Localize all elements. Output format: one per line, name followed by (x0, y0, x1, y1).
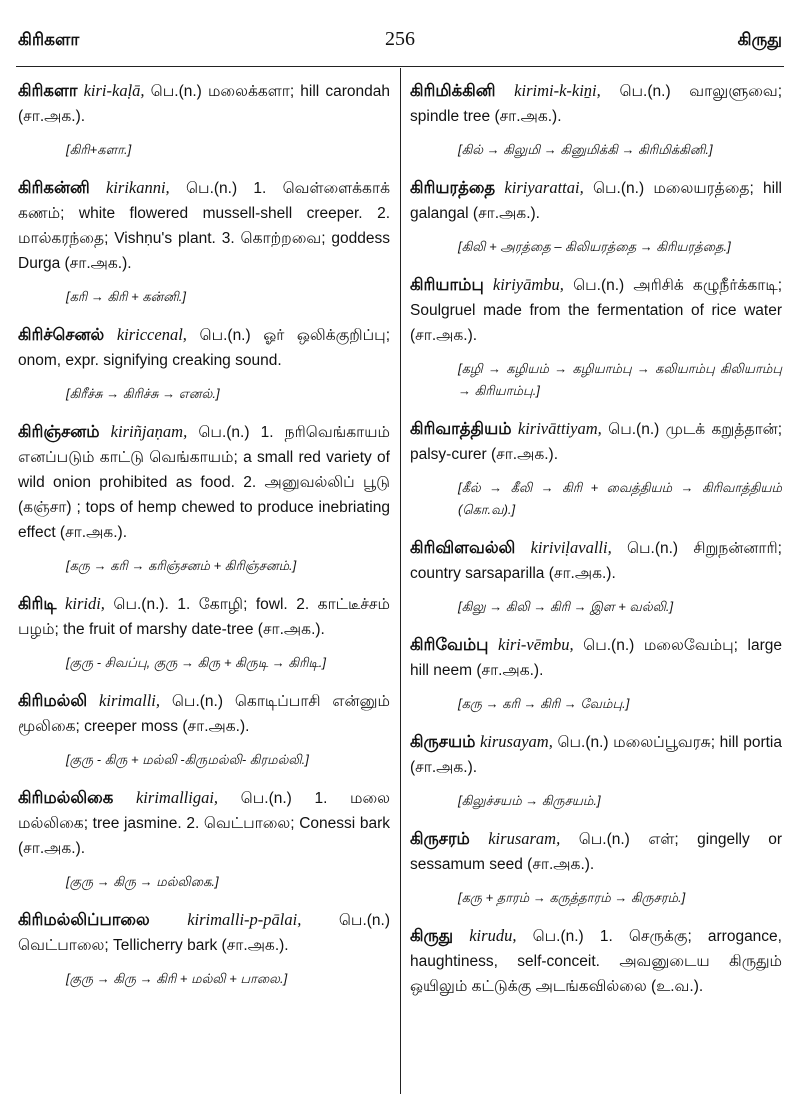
definition: பெ.(n.). 1. கோழி; fowl. 2. காட்டீச்சம் பழம்; the fruit of marshy date-tree (சா.அக.). (18, 596, 390, 638)
definition: பெ.(n.) மலைப்பூவரசு; hill portia (சா.அக.). (410, 734, 782, 776)
etymology: [குரு → கிரு → மல்லிகை.] (66, 874, 219, 889)
etymology: [கிரீச்சு → கிரிச்சு → எனல்.] (66, 386, 220, 401)
etymology: [கரி → கிரி + கன்னி.] (66, 289, 187, 304)
transliteration: kiriñjaṇam, (110, 422, 188, 441)
transliteration: kirikanni, (105, 178, 170, 197)
headword: கிரியாம்பு (410, 276, 484, 294)
dictionary-entry (18, 591, 390, 674)
etymology: [கரு → கரி → கிரி → வேம்பு.] (458, 696, 630, 711)
headword: கிருசரம் (410, 830, 470, 848)
etymology: [கிலுச்சயம் → கிருசயம்.] (458, 793, 601, 808)
headword: கிருது (410, 927, 454, 945)
dictionary-entry (18, 322, 390, 405)
transliteration: kirimalligai, (135, 788, 219, 807)
transliteration: kiridi, (65, 594, 105, 613)
transliteration: kiriyāmbu, (492, 275, 564, 294)
dictionary-entry (18, 907, 390, 990)
running-head-left: கிரிகளா (18, 30, 80, 49)
headword: கிரிஞ்சனம் (18, 423, 100, 441)
dictionary-entry (18, 175, 390, 308)
headword: கிரிகன்னி (18, 179, 90, 197)
headword: கிரிவேம்பு (410, 636, 489, 654)
transliteration: kiriyarattai, (504, 178, 584, 197)
etymology: [கரு → கரி → கரிஞ்சனம் + கிரிஞ்சனம்.] (66, 558, 297, 573)
definition: பெ.(n.) சிறுநன்னாரி; country sarsaparilla (சா.அக.). (410, 540, 782, 582)
dictionary-entry (410, 729, 782, 812)
transliteration: kiriccenal, (116, 325, 187, 344)
headword: கிரிவிளவல்லி (410, 539, 516, 557)
headword: கிரிமல்லி (18, 692, 88, 710)
dictionary-entry (410, 175, 782, 258)
definition: பெ.(n.) கொடிப்பாசி என்னும் மூலிகை; creeper moss (சா.அக.). (18, 693, 390, 735)
dictionary-entry (410, 416, 782, 521)
dictionary-entry (18, 78, 390, 161)
headword: கிரிகளா (18, 82, 78, 100)
definition: பெ.(n.) மலைவேம்பு; large hill neem (சா.அக.). (410, 637, 782, 679)
dictionary-entry (410, 632, 782, 715)
etymology: [கில் → கிலுமி → கினுமிக்கி → கிரிமிக்கினி.] (458, 142, 713, 157)
etymology: [கழி → கழியம் → கழியாம்பு → கலியாம்பு கிலியாம்பு → கிரியாம்பு.] (458, 361, 782, 398)
definition: பெ.(n.) மலையரத்தை; hill galangal (சா.அக.). (410, 180, 782, 222)
transliteration: kiriviḷavalli, (530, 538, 612, 557)
page-header (18, 30, 782, 60)
headword: கிருசயம் (410, 733, 476, 751)
definition: பெ.(n.) ஓர் ஒலிக்குறிப்பு; onom, expr. signifying creaking sound. (18, 327, 391, 369)
etymology: [குரு - சிவப்பு, குரு → கிரு + கிருடி → கிரிடி.] (66, 655, 326, 670)
transliteration: kiri-vēmbu, (498, 635, 574, 654)
definition: பெ.(n.) 1. வெள்ளைக்காக் கணம்; white flowered mussell-shell creeper. 2. மால்கரந்தை; Vishṇu's plant. 3. கொற்றவை; goddess Durga (சா.அக.). (18, 180, 390, 272)
transliteration: kiri-kaḷā, (83, 81, 145, 100)
transliteration: kirivāttiyam, (517, 419, 602, 438)
transliteration: kirusaram, (488, 829, 561, 848)
left-column (18, 78, 390, 1004)
headword: கிரிமல்லிப்பாலை (18, 911, 150, 929)
dictionary-entry (410, 535, 782, 618)
transliteration: kirimi-k-kiṉi, (514, 81, 601, 100)
headword: கிரிடி (18, 595, 57, 613)
header-rule (16, 66, 784, 67)
definition: பெ.(n.) 1. மலை மல்லிகை; tree jasmine. 2. வெட்பாலை; Conessi bark (சா.அக.). (18, 790, 391, 857)
dictionary-entry (410, 923, 782, 999)
dictionary-entry (18, 419, 390, 577)
definition: பெ.(n.) 1. செருக்கு; arrogance, haughtiness, self-conceit. அவனுடைய கிருதும் ஒயிலும் கட்டுக்கு அடங்கவில்லை (உ.வ.). (410, 928, 782, 995)
dictionary-entry (410, 826, 782, 909)
transliteration: kirusayam, (479, 732, 553, 751)
right-column (410, 78, 782, 1011)
dictionary-entry (18, 785, 390, 893)
definition: பெ.(n.) மலைக்களா; hill carondah (சா.அக.). (18, 83, 390, 125)
dictionary-entry (410, 272, 782, 402)
dictionary-entry (410, 78, 782, 161)
definition: பெ.(n.) வாலுளுவை; spindle tree (சா.அக.). (410, 83, 783, 125)
headword: கிரிவாத்தியம் (410, 420, 512, 438)
running-head-right: கிருது (737, 30, 782, 49)
definition: பெ.(n.) வெட்பாலை; Tellicherry bark (சா.அக.). (18, 912, 391, 954)
transliteration: kirimalli-p-pālai, (187, 910, 302, 929)
headword: கிரிமிக்கினி (410, 82, 496, 100)
definition: பெ.(n.) 1. நரிவெங்காயம் எனப்படும் காட்டு வெங்காயம்; a small red variety of wild onion prohibited as food. 2. அனுவல்லிப் பூடு (கஞ்சா) ; tops of hemp chewed to produce inebriating effect (சா.அக.). (18, 424, 391, 541)
etymology: [குரு - கிரு + மல்லி -கிருமல்லி- கிரமல்லி.] (66, 752, 309, 767)
definition: பெ.(n.) முடக் கறுத்தான்; palsy-curer (சா.அக.). (410, 421, 783, 463)
transliteration: kirimalli, (99, 691, 160, 710)
headword: கிரியரத்தை (410, 179, 496, 197)
page-number: 256 (385, 28, 415, 50)
definition: பெ.(n.) அரிசிக் கழுநீர்க்காடி; Soulgruel made from the fermentation of rice water (சா.அக.). (410, 277, 783, 344)
etymology: [கிரி+களா.] (66, 142, 132, 157)
etymology: [கிலி + அரத்தை – கிலியரத்தை → கிரியரத்தை.] (458, 239, 731, 254)
dictionary-entry (18, 688, 390, 771)
etymology: [கிலு → கிலி → கிரி → இள + வல்லி.] (458, 599, 674, 614)
definition: பெ.(n.) எள்; gingelly or sessamum seed (சா.அக.). (410, 831, 782, 873)
column-divider (400, 68, 401, 1094)
etymology: [கரு + தாரம் → கருத்தாரம் → கிருசரம்.] (458, 890, 686, 905)
etymology: [கீல் → கீலி → கிரி + வைத்தியம் → கிரிவாத்தியம் (கொ.வ).] (458, 480, 782, 517)
transliteration: kirudu, (469, 926, 517, 945)
headword: கிரிமல்லிகை (18, 789, 114, 807)
headword: கிரிச்செனல் (18, 326, 105, 344)
etymology: [குரு → கிரு → கிரி + மல்லி + பாலை.] (66, 971, 288, 986)
